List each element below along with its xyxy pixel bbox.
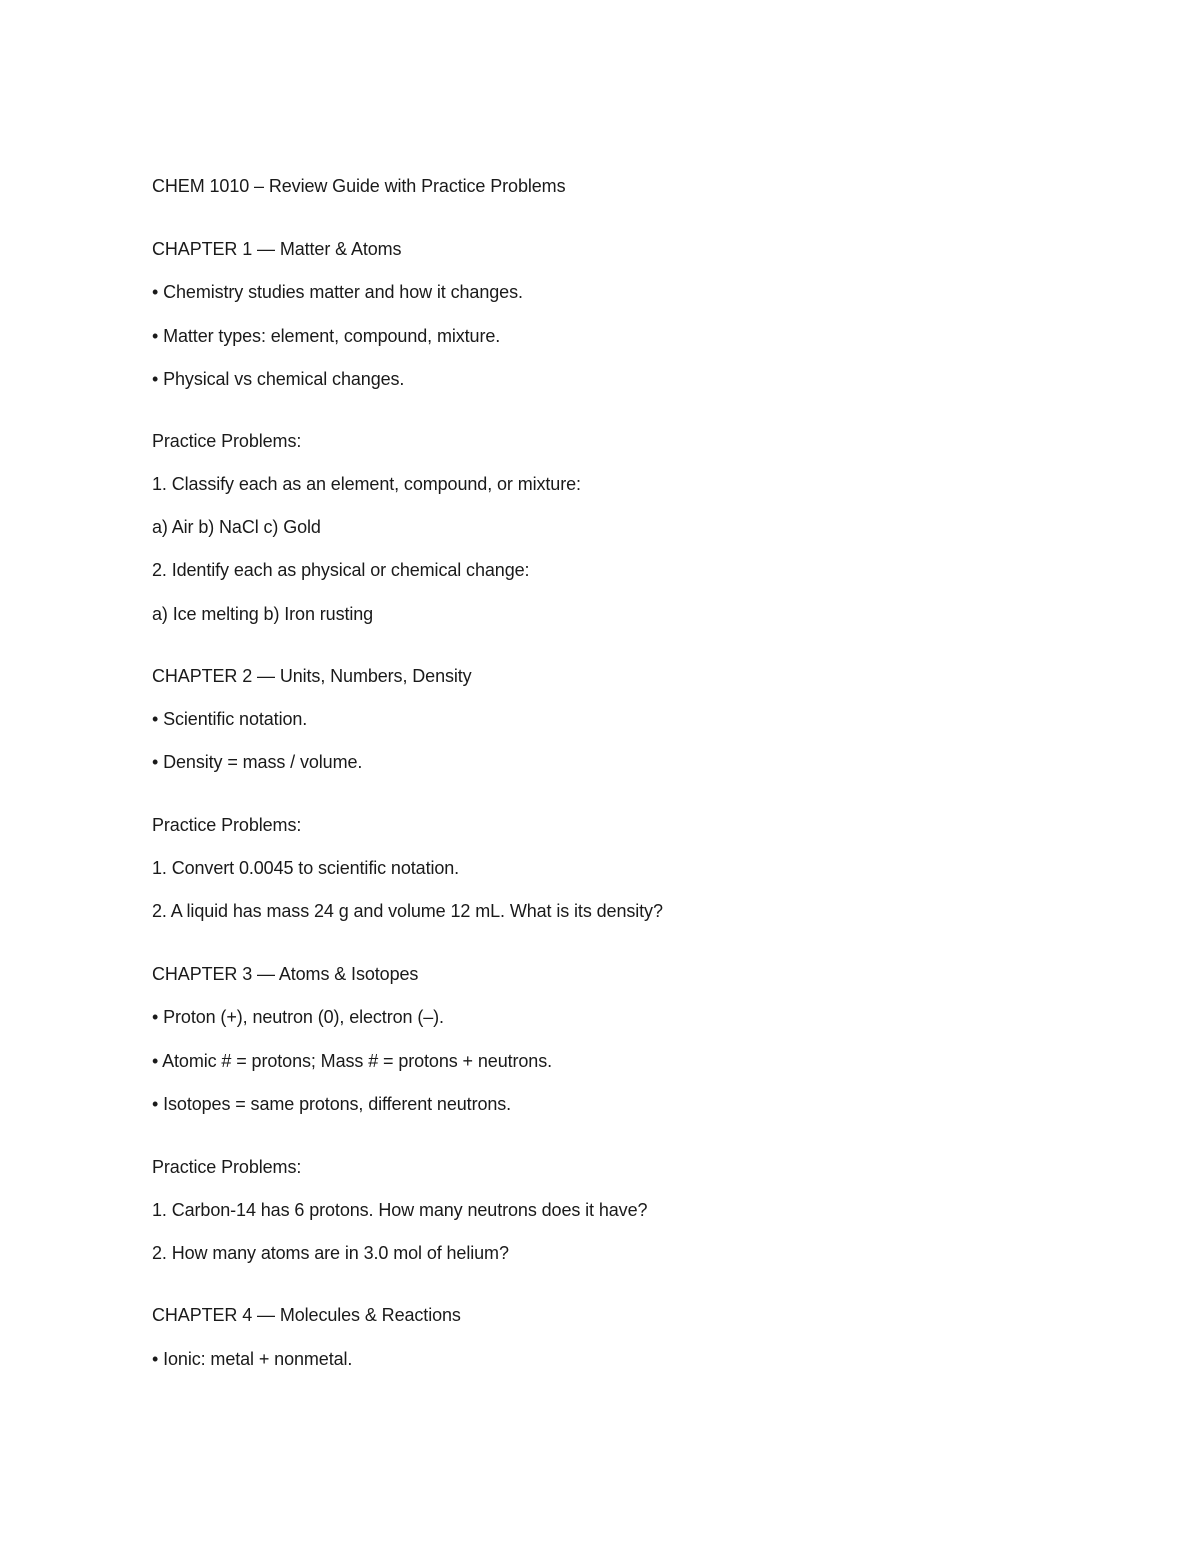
chapter-3-bullet: • Atomic # = protons; Mass # = protons + neutrons. [152, 1051, 553, 1071]
chapter-2-practice-label: Practice Problems: [152, 815, 302, 835]
chapter-3-practice-label: Practice Problems: [152, 1157, 302, 1177]
chapter-1-problem: 1. Classify each as an element, compound, or mixture: [152, 474, 581, 494]
chapter-1-problem: 2. Identify each as physical or chemical change: [152, 560, 530, 580]
chapter-1-bullet: • Matter types: element, compound, mixture. [152, 326, 501, 346]
chapter-2-heading: CHAPTER 2 — Units, Numbers, Density [152, 666, 472, 686]
chapter-3-problem: 1. Carbon-14 has 6 protons. How many neutrons does it have? [152, 1200, 648, 1220]
document-title: CHEM 1010 – Review Guide with Practice Problems [152, 176, 566, 196]
chapter-1-practice-label: Practice Problems: [152, 431, 302, 451]
chapter-3-bullet: • Isotopes = same protons, different neutrons. [152, 1094, 512, 1114]
chapter-2-problem: 2. A liquid has mass 24 g and volume 12 mL. What is its density? [152, 901, 663, 921]
chapter-2-bullet: • Density = mass / volume. [152, 752, 363, 772]
chapter-1-problem: a) Air b) NaCl c) Gold [152, 517, 321, 537]
chapter-1-bullet: • Chemistry studies matter and how it changes. [152, 282, 523, 302]
chapter-1-problem: a) Ice melting b) Iron rusting [152, 604, 374, 624]
chapter-4-heading: CHAPTER 4 — Molecules & Reactions [152, 1305, 461, 1325]
chapter-3-bullet: • Proton (+), neutron (0), electron (–). [152, 1007, 444, 1027]
chapter-4-bullet: • Ionic: metal + nonmetal. [152, 1349, 353, 1369]
chapter-1-heading: CHAPTER 1 — Matter & Atoms [152, 239, 402, 259]
chapter-1-bullet: • Physical vs chemical changes. [152, 369, 405, 389]
chapter-3-problem: 2. How many atoms are in 3.0 mol of helium? [152, 1243, 509, 1263]
chapter-2-problem: 1. Convert 0.0045 to scientific notation. [152, 858, 460, 878]
chapter-2-bullet: • Scientific notation. [152, 709, 308, 729]
chapter-3-heading: CHAPTER 3 — Atoms & Isotopes [152, 964, 419, 984]
